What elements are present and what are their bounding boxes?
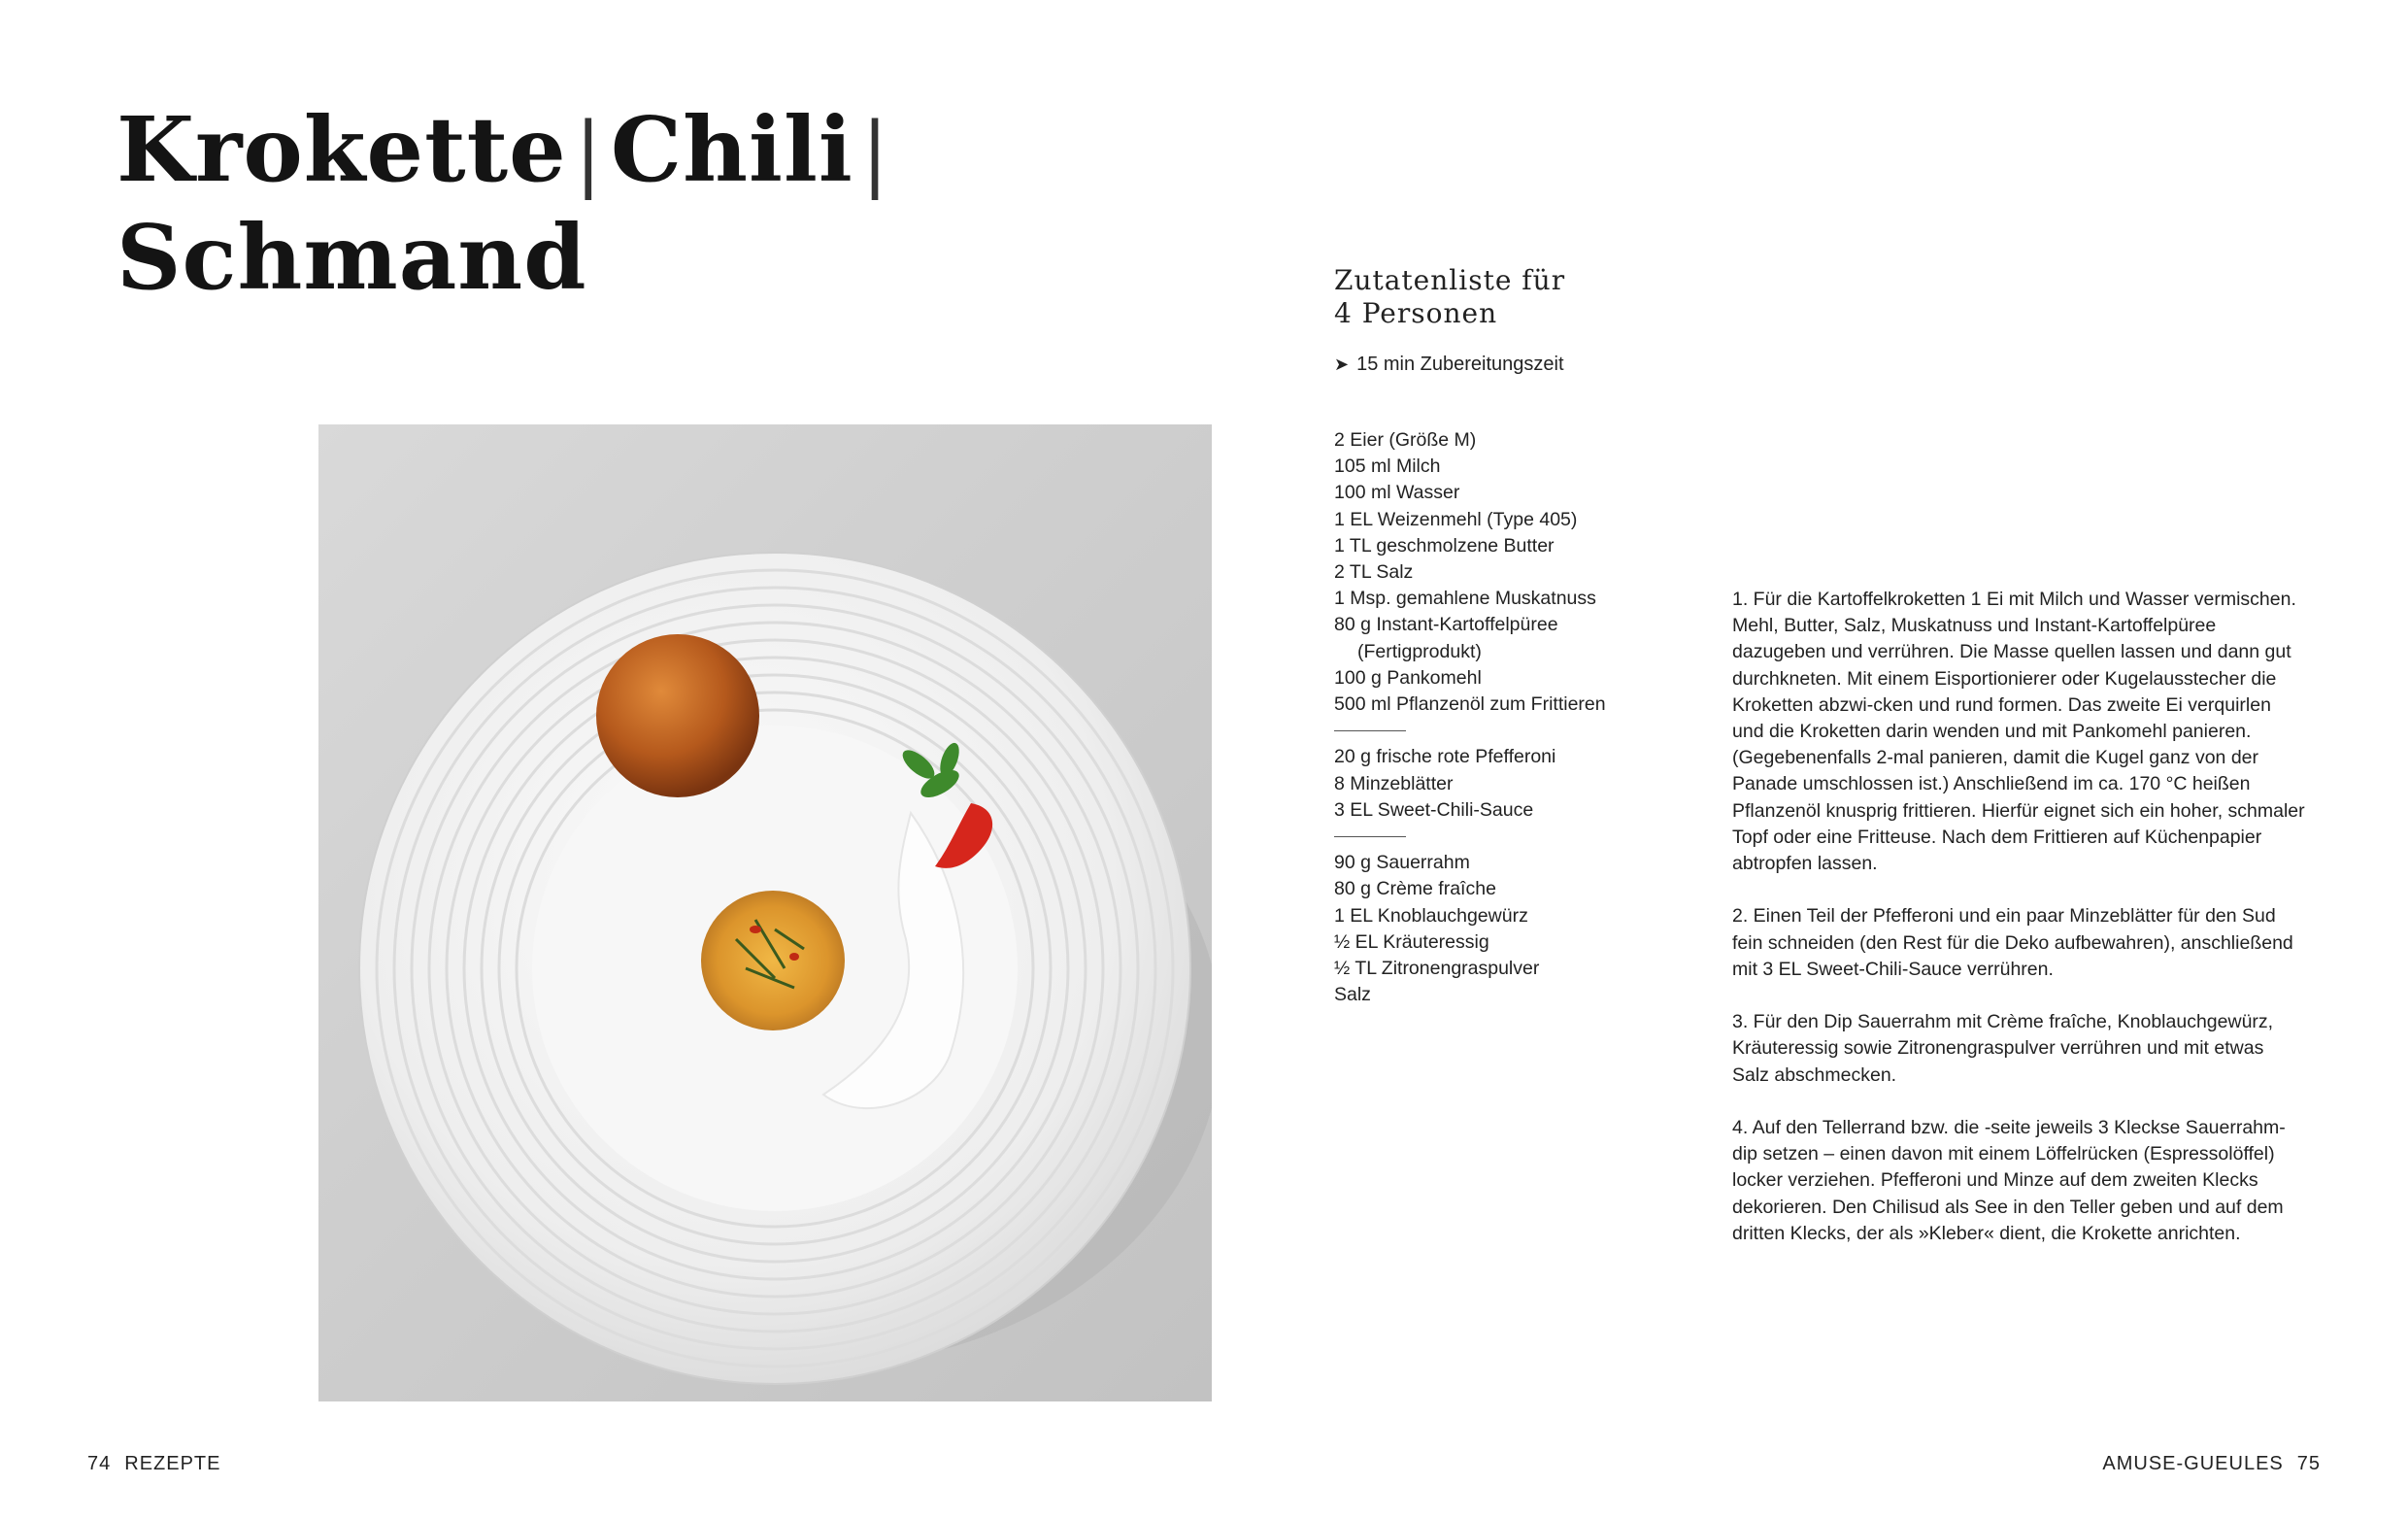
step-4: 4. Auf den Tellerrand bzw. die -seite jeweils 3 Kleckse Sauerrahm-dip setzen – einen davon mit einem Löffelrücken (Espressolöffel) locker verziehen. Pfefferoni und Minze auf dem zweiten Klecks dekorieren. Den Chilisud als See in den Teller geben und auf dem dritten Klecks, der als »Kleber« dient, die Krokette anrichten. [1732,1117,2286,1244]
ingredient-item: ½ EL Kräuteressig [1334,930,1489,953]
ingredient-item: 2 Eier (Größe M) [1334,429,1477,451]
footer-left [74,1451,221,1476]
prep-time [1334,351,1722,378]
ingredient-item: 3 EL Sweet-Chili-Sauce [1334,798,1534,821]
ingredient-item: 100 ml Wasser [1334,482,1460,504]
title-word-chili: Chili [610,97,853,202]
title-separator: | [860,105,890,200]
ingredient-item: 80 g Instant-Kartoffelpüree [1334,614,1558,636]
ingredient-list [1334,427,1684,1008]
arrow-icon: ➤ [1334,354,1350,374]
title-separator: | [574,105,603,200]
title-word-krokette: Krokette [117,97,567,202]
title-line-1 [117,97,990,205]
ingredients-heading-line1: Zutatenliste für [1334,264,1566,296]
page-number-right: 75 [2296,1453,2321,1474]
prep-time-text: 15 min Zubereitungszeit [1356,354,1564,375]
ingredient-item: 80 g Crème fraîche [1334,878,1496,900]
ingredient-item: 1 Msp. gemahlene Muskatnuss [1334,588,1596,610]
ingredient-item: 20 g frische rote Pfefferoni [1334,746,1556,768]
ingredient-item: 500 ml Pflanzenöl zum Frittieren [1334,693,1606,716]
step-1: 1. Für die Kartoffelkroketten 1 Ei mit Milch und Wasser vermischen. Mehl, Butter, Salz, Muskatnuss und Instant-Kartoffelpüree dazugeben und verrühren. Die Masse quellen lassen und dann gut durchkneten. Mit einem Eisportionierer oder Kugelausstecher die Kroketten abzwi-cken und rund formen. Das zweite Ei verquirlen und die Kroketten darin wenden und mit Pankomehl panieren. (Gegebenenfalls 2-mal panieren, damit die Kugel ganz von der Panade umschlossen ist.) Anschließend im ca. 170 °C heißen Pflanzenöl knusprig frittieren. Hierfür eignet sich ein hoher, schmaler Topf oder eine Fritteuse. Nach dem Frittieren auf Küchenpapier abtropfen lassen. [1732,589,2305,875]
ingredients-heading-line2: 4 Personen [1334,297,1498,329]
ingredient-item: 1 EL Weizenmehl (Type 405) [1334,508,1578,530]
title-line-2: Schmand [117,205,587,310]
ingredient-item: ½ TL Zitronengraspulver [1334,958,1540,980]
group-divider [1334,718,1406,744]
preparation-steps [1732,587,2305,1273]
ingredient-item: 1 TL geschmolzene Butter [1334,534,1555,557]
ingredient-item: Salz [1334,984,1371,1006]
ingredient-item: 8 Minzeblätter [1334,772,1454,794]
ingredient-item: 90 g Sauerrahm [1334,852,1470,874]
section-label-left: REZEPTE [124,1453,221,1474]
group-divider [1334,824,1406,850]
footer-right [2102,1451,2334,1476]
dish-photo [318,424,1212,1401]
recipe-title [117,97,990,310]
ingredient-item: (Fertigprodukt) [1357,640,1482,662]
ingredient-item: 2 TL Salz [1334,561,1414,584]
ingredient-item: 105 ml Milch [1334,456,1441,478]
section-label-right: AMUSE-GUEULES [2102,1453,2284,1474]
ingredient-item: 100 g Pankomehl [1334,666,1482,689]
step-3: 3. Für den Dip Sauerrahm mit Crème fraîche, Knoblauchgewürz, Kräuteressig sowie Zitronengraspulver verrühren und mit etwas Salz abschmecken. [1732,1011,2274,1086]
ingredients-heading [1334,264,1722,330]
step-2: 2. Einen Teil der Pfefferoni und ein paar Minzeblätter für den Sud fein schneiden (den Rest für die Deko aufbewahren), anschließend mit 3 EL Sweet-Chili-Sauce verrühren. [1732,905,2293,980]
page-number-left: 74 [87,1453,112,1474]
ingredient-item: 1 EL Knoblauchgewürz [1334,904,1528,927]
